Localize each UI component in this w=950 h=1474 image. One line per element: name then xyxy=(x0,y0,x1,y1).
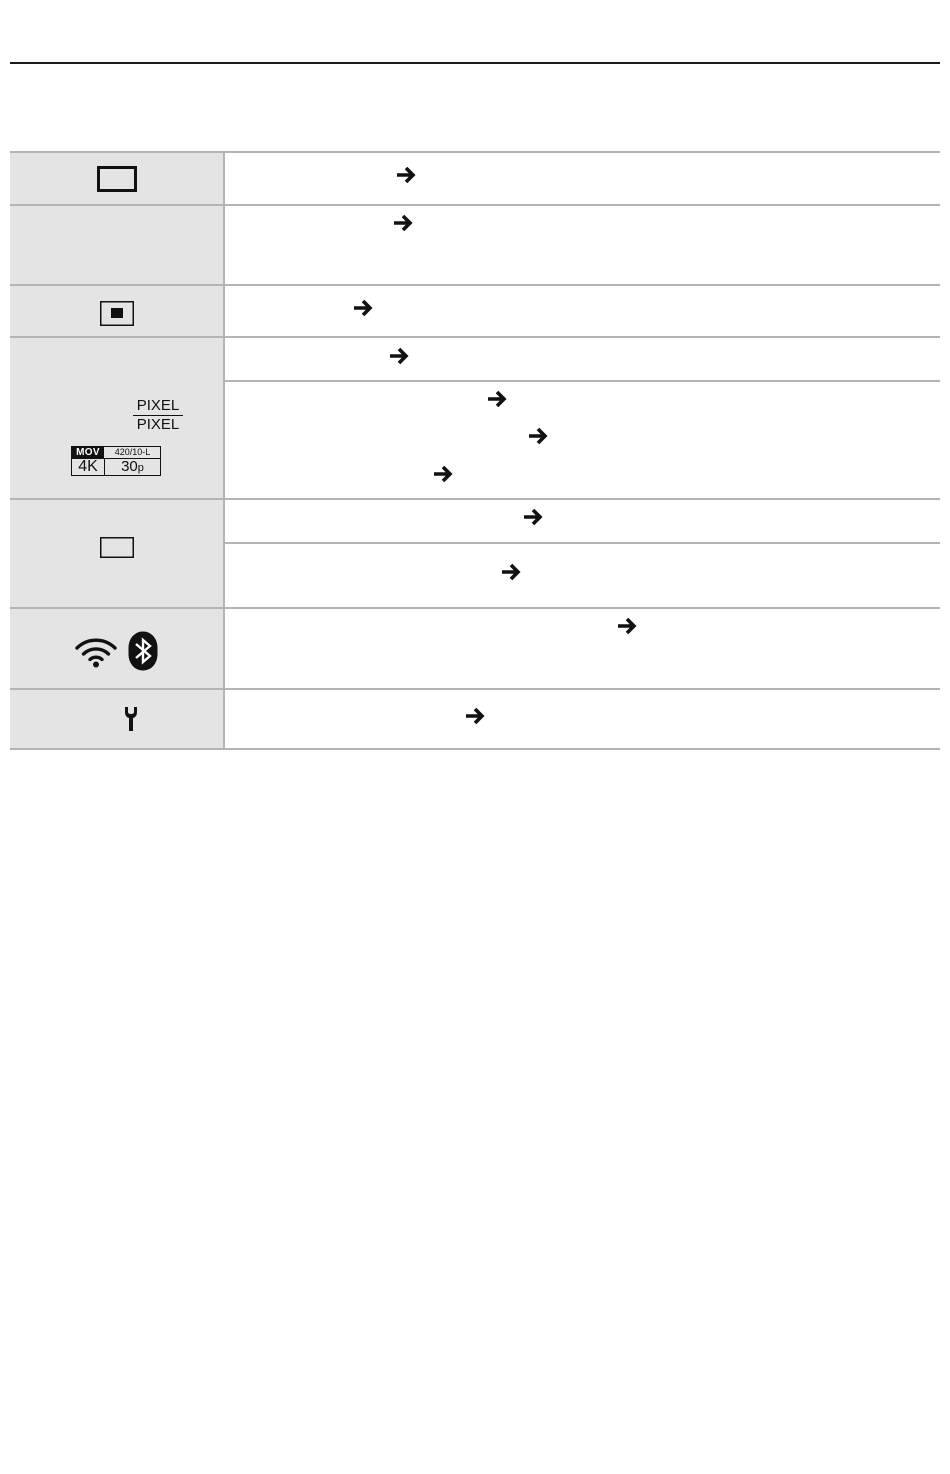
container-label: MOV xyxy=(72,447,104,458)
right-arrow-icon[interactable] xyxy=(616,616,638,636)
table-rule xyxy=(10,336,940,338)
spec-label: 420/10-L xyxy=(114,447,151,457)
wifi-icon xyxy=(75,636,117,668)
right-arrow-icon[interactable] xyxy=(522,507,544,527)
table-rule xyxy=(10,498,940,500)
column-divider xyxy=(223,151,225,749)
right-arrow-icon[interactable] xyxy=(352,298,374,318)
rectangle-frame-icon xyxy=(97,166,137,192)
icon-cell-blank xyxy=(10,205,223,285)
table-rule xyxy=(10,607,940,609)
rectangle-frame-icon xyxy=(100,537,134,558)
wrench-icon xyxy=(124,706,138,732)
table-rule xyxy=(10,151,940,153)
right-arrow-icon[interactable] xyxy=(527,426,549,446)
pixel-ratio-label xyxy=(133,398,183,433)
right-arrow-icon[interactable] xyxy=(432,464,454,484)
right-arrow-icon[interactable] xyxy=(500,562,522,582)
table-rule xyxy=(10,748,940,750)
right-arrow-icon[interactable] xyxy=(392,213,414,233)
table-subrule xyxy=(223,380,940,382)
icon-cell-setup xyxy=(10,689,223,749)
table-subrule xyxy=(223,542,940,544)
table-rule xyxy=(10,688,940,690)
pixel-denominator: PIXEL xyxy=(136,416,180,433)
right-arrow-icon[interactable] xyxy=(464,706,486,726)
right-arrow-icon[interactable] xyxy=(395,165,417,185)
video-format-icon xyxy=(71,446,161,476)
table-rule xyxy=(10,204,940,206)
square-frame-icon xyxy=(100,301,134,326)
right-arrow-icon[interactable] xyxy=(388,346,410,366)
right-arrow-icon[interactable] xyxy=(486,389,508,409)
frame-rate-label: 30p xyxy=(121,458,144,475)
header-rule xyxy=(10,62,940,64)
table-rule xyxy=(10,284,940,286)
bluetooth-icon xyxy=(128,631,158,671)
resolution-label: 4K xyxy=(78,458,98,475)
pixel-numerator: PIXEL xyxy=(133,398,183,416)
